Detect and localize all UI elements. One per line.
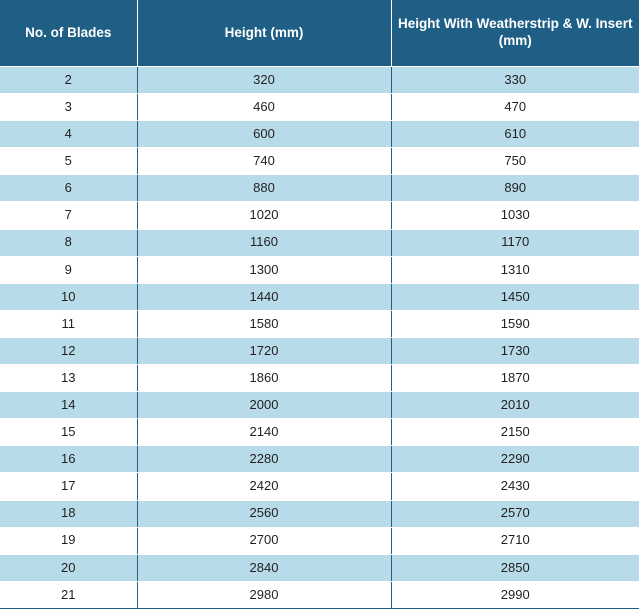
cell-no-of-blades: 20 (0, 554, 137, 581)
cell-no-of-blades: 18 (0, 500, 137, 527)
cell-height: 1160 (137, 229, 391, 256)
cell-height-with-weatherstrip: 1030 (391, 202, 639, 229)
cell-height-with-weatherstrip: 1730 (391, 337, 639, 364)
table-row (0, 527, 639, 554)
column-header-height-with-weatherstrip: Height With Weatherstrip & W. Insert (mm) (391, 0, 639, 67)
cell-no-of-blades: 16 (0, 446, 137, 473)
cell-no-of-blades: 8 (0, 229, 137, 256)
cell-height: 460 (137, 94, 391, 121)
cell-height: 1300 (137, 256, 391, 283)
cell-height-with-weatherstrip: 1310 (391, 256, 639, 283)
cell-height-with-weatherstrip: 750 (391, 148, 639, 175)
cell-height-with-weatherstrip: 330 (391, 67, 639, 94)
cell-height: 1720 (137, 337, 391, 364)
cell-height-with-weatherstrip: 1590 (391, 310, 639, 337)
cell-no-of-blades: 3 (0, 94, 137, 121)
table-row (0, 310, 639, 337)
column-header-no-of-blades: No. of Blades (0, 0, 137, 67)
cell-no-of-blades: 19 (0, 527, 137, 554)
cell-no-of-blades: 21 (0, 581, 137, 608)
cell-height: 2280 (137, 446, 391, 473)
cell-height-with-weatherstrip: 2430 (391, 473, 639, 500)
table-row (0, 446, 639, 473)
cell-height: 2560 (137, 500, 391, 527)
cell-height: 2840 (137, 554, 391, 581)
cell-height: 1020 (137, 202, 391, 229)
cell-height: 2420 (137, 473, 391, 500)
table-header-row (0, 0, 639, 67)
cell-height-with-weatherstrip: 2010 (391, 392, 639, 419)
cell-height-with-weatherstrip: 2710 (391, 527, 639, 554)
cell-no-of-blades: 2 (0, 67, 137, 94)
table-row (0, 229, 639, 256)
table-row (0, 121, 639, 148)
cell-height-with-weatherstrip: 1870 (391, 365, 639, 392)
cell-height-with-weatherstrip: 890 (391, 175, 639, 202)
cell-height: 880 (137, 175, 391, 202)
cell-no-of-blades: 15 (0, 419, 137, 446)
cell-height-with-weatherstrip: 2990 (391, 581, 639, 608)
table-row (0, 175, 639, 202)
cell-height: 1580 (137, 310, 391, 337)
table-row (0, 202, 639, 229)
cell-height-with-weatherstrip: 2850 (391, 554, 639, 581)
table-row (0, 256, 639, 283)
cell-height: 1860 (137, 365, 391, 392)
column-header-height: Height (mm) (137, 0, 391, 67)
cell-height-with-weatherstrip: 2570 (391, 500, 639, 527)
table-header (0, 0, 639, 67)
table-row (0, 554, 639, 581)
cell-height-with-weatherstrip: 1170 (391, 229, 639, 256)
cell-height-with-weatherstrip: 2290 (391, 446, 639, 473)
table-row (0, 283, 639, 310)
table-row (0, 94, 639, 121)
cell-no-of-blades: 12 (0, 337, 137, 364)
cell-height: 2980 (137, 581, 391, 608)
cell-height-with-weatherstrip: 470 (391, 94, 639, 121)
cell-height-with-weatherstrip: 610 (391, 121, 639, 148)
table-row (0, 392, 639, 419)
cell-no-of-blades: 14 (0, 392, 137, 419)
table-row (0, 473, 639, 500)
cell-height: 1440 (137, 283, 391, 310)
table-row (0, 581, 639, 608)
cell-no-of-blades: 9 (0, 256, 137, 283)
cell-no-of-blades: 10 (0, 283, 137, 310)
cell-height: 2000 (137, 392, 391, 419)
cell-no-of-blades: 5 (0, 148, 137, 175)
cell-height-with-weatherstrip: 2150 (391, 419, 639, 446)
table-row (0, 500, 639, 527)
cell-height: 2700 (137, 527, 391, 554)
cell-no-of-blades: 13 (0, 365, 137, 392)
cell-height: 320 (137, 67, 391, 94)
table-row (0, 67, 639, 94)
cell-no-of-blades: 6 (0, 175, 137, 202)
table-row (0, 365, 639, 392)
cell-no-of-blades: 11 (0, 310, 137, 337)
cell-height-with-weatherstrip: 1450 (391, 283, 639, 310)
table-body (0, 67, 639, 609)
cell-height: 600 (137, 121, 391, 148)
cell-no-of-blades: 7 (0, 202, 137, 229)
table-row (0, 419, 639, 446)
cell-height: 740 (137, 148, 391, 175)
cell-height: 2140 (137, 419, 391, 446)
cell-no-of-blades: 4 (0, 121, 137, 148)
table-row (0, 337, 639, 364)
table-row (0, 148, 639, 175)
cell-no-of-blades: 17 (0, 473, 137, 500)
